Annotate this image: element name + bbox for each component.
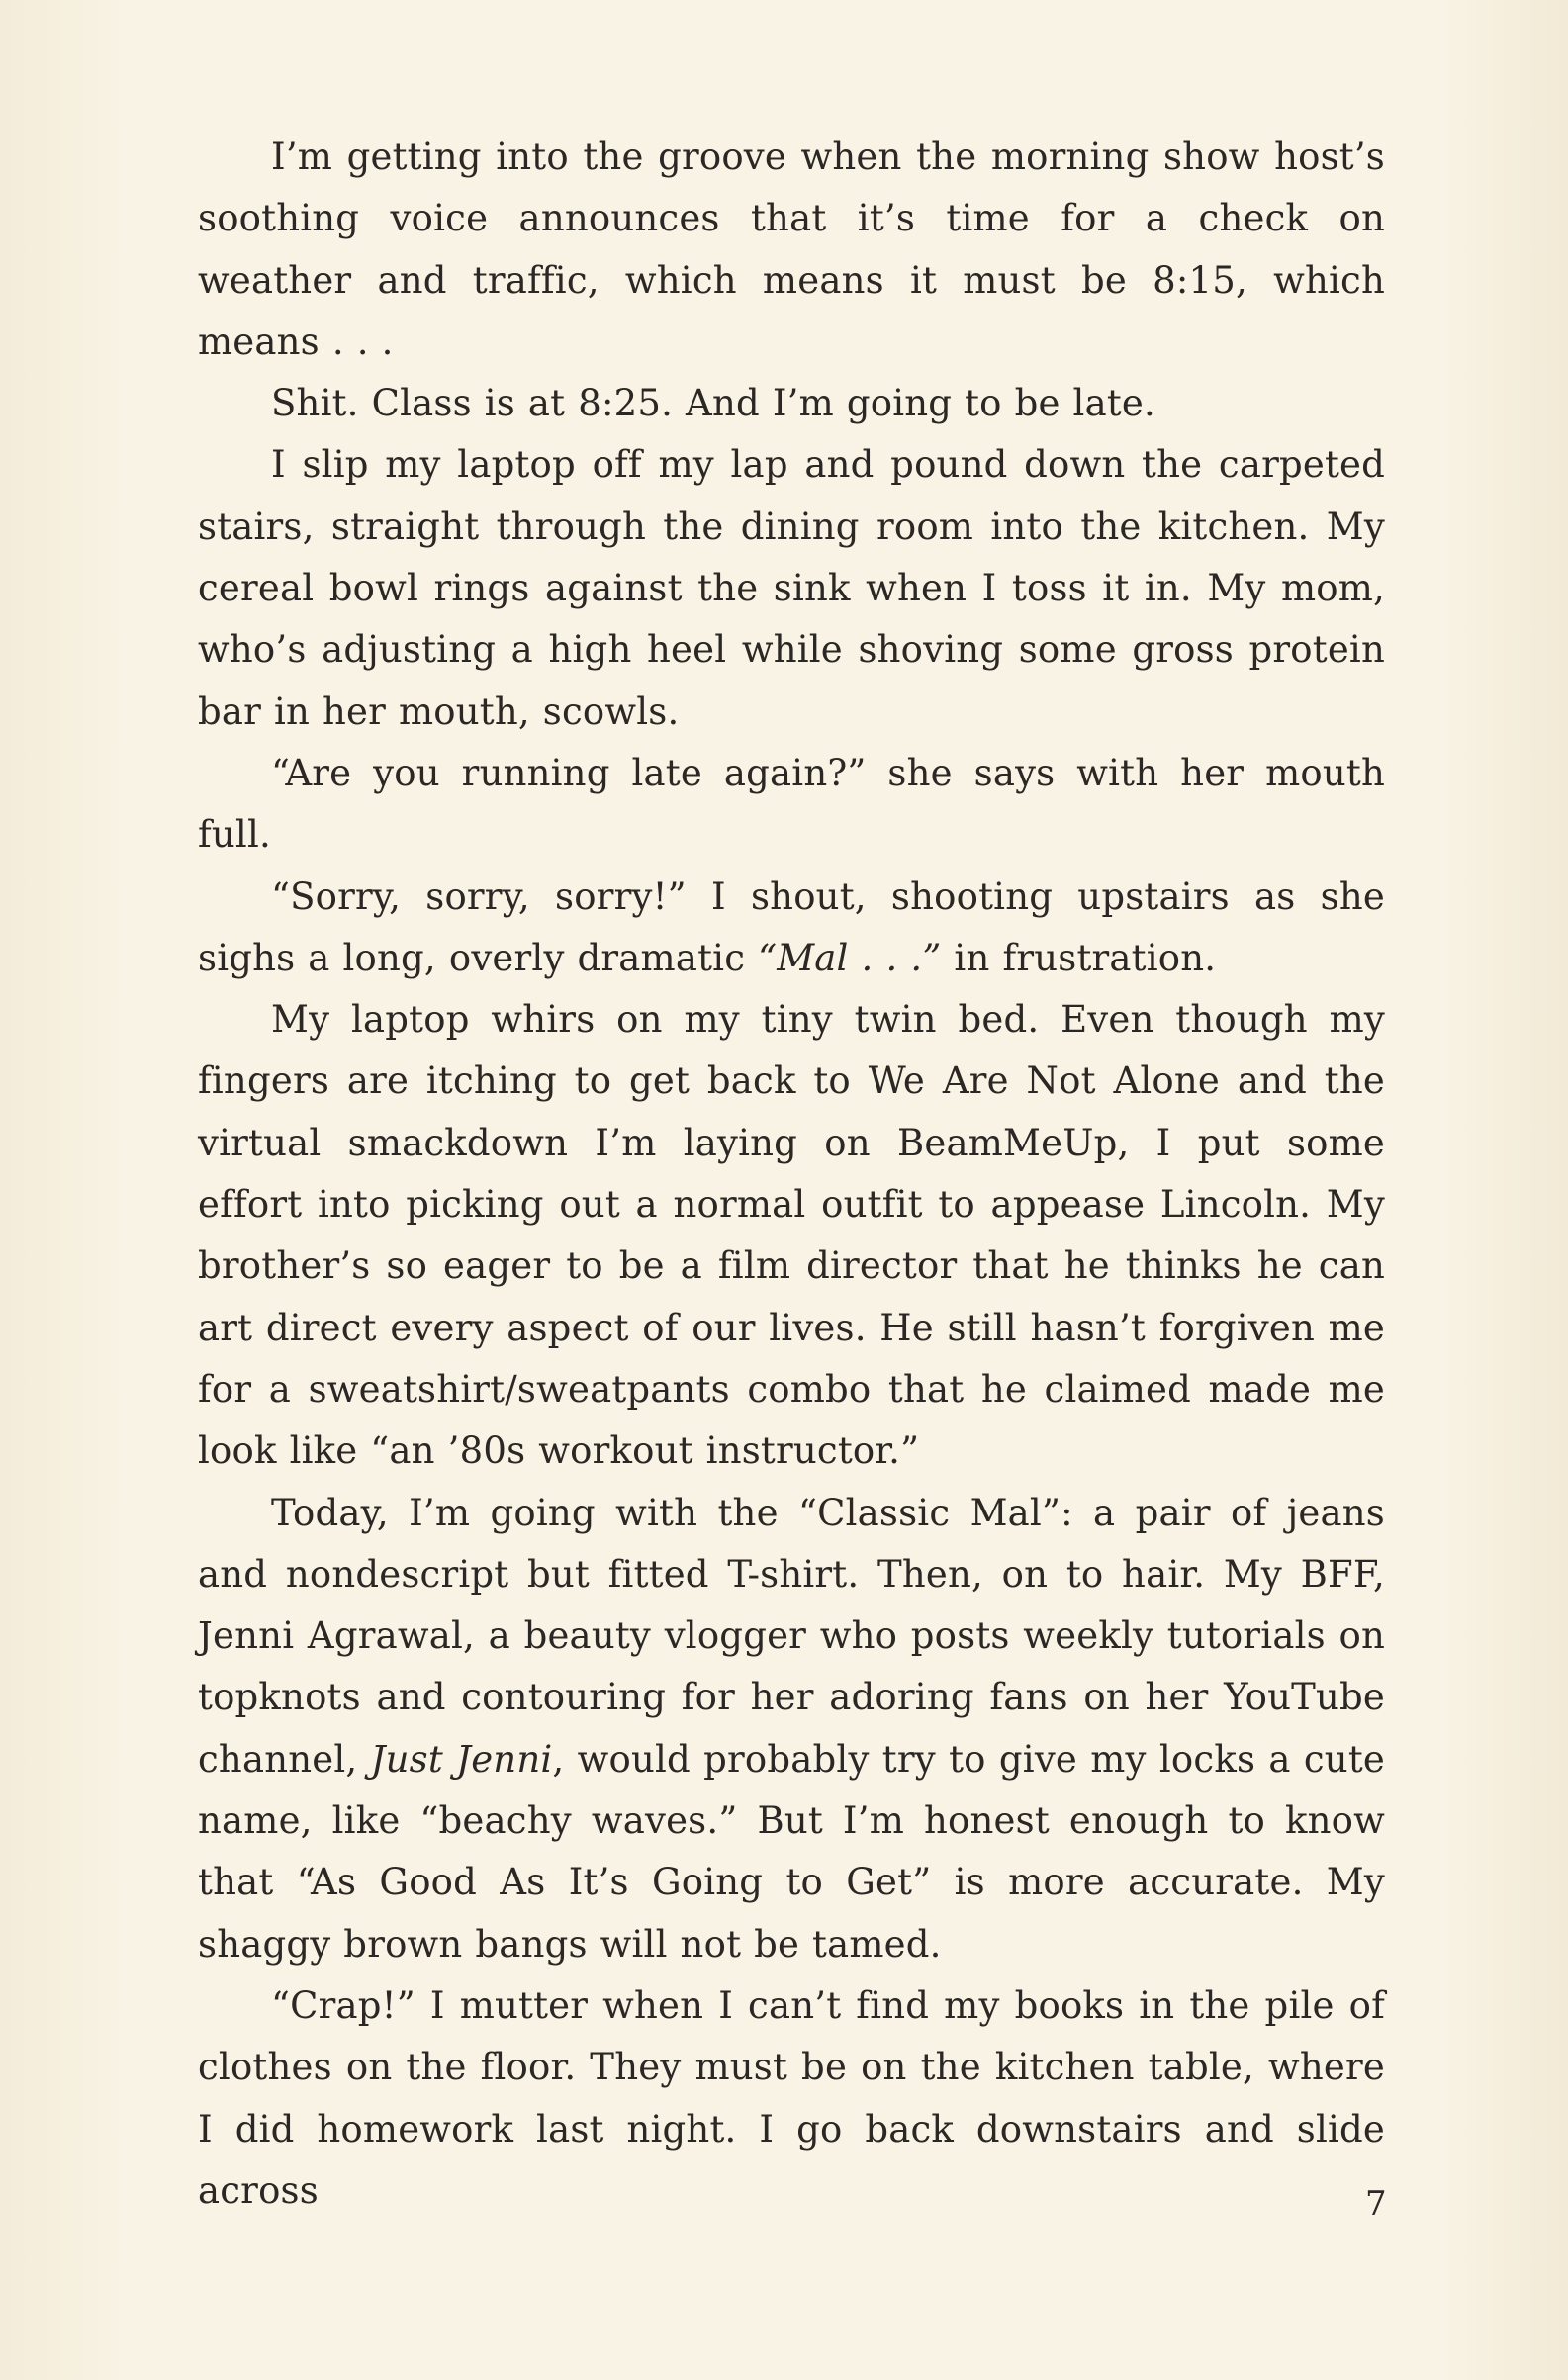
paragraph-8: “Crap!” I mutter when I can’t find my books in the pile of clothes on the floor. They must be on the kitchen table, where I did homework last night. I go back downstairs and slide across <box>198 1983 1385 2212</box>
paragraph-5-text-end: in frustration. <box>941 936 1217 979</box>
paragraph-2: Shit. Class is at 8:25. And I’m going to be late. <box>271 382 1155 425</box>
paragraph-5 <box>198 867 1385 990</box>
page-number: 7 <box>1365 2184 1387 2224</box>
paragraph-7 <box>198 1483 1385 1975</box>
paragraph-4: “Are you running late again?” she says with her mouth full. <box>198 751 1385 857</box>
paragraph-5-text-start: “Sorry, sorry, sorry!” I shout, shooting upstairs as she sighs a long, overly dramatic <box>198 874 1385 979</box>
paragraph-3: I slip my laptop off my lap and pound down the carpeted stairs, straight through the dining room into the kitchen. My cereal bowl rings against the sink when I toss it in. My mom, who’s adjusting a high heel while shoving some gross protein bar in her mouth, scowls. <box>198 443 1385 733</box>
paragraph-6: My laptop whirs on my tiny twin bed. Even though my fingers are itching to get back to We Are Not Alone and the virtual smackdown I’m laying on BeamMeUp, I put some effort into picking out a normal outfit to appease Lincoln. My brother’s so eager to be a film director that he thinks he can art direct every aspect of our lives. He still hasn’t forgiven me for a sweatshirt/sweatpants combo that he claimed made me look like “an ’80s workout instructor.” <box>198 998 1385 1473</box>
paragraph-1: I’m getting into the groove when the morning show host’s soothing voice announces that it’s time for a check on weather and traffic, which means it must be 8:15, which means . . . <box>198 136 1385 363</box>
paragraph-7-text-end: , would probably try to give my locks a cute name, like “beachy waves.” But I’m honest enough to know that “As Good As It’s Going to Get” is more accurate. My shaggy brown bangs will not be tamed. <box>198 1737 1385 1966</box>
paragraph-7-italic: Just Jenni <box>370 1737 553 1781</box>
paragraph-7-text-start: Today, I’m going with the “Classic Mal”: a pair of jeans and nondescript but fitted T-shirt. Then, on to hair. My BFF, Jenni Agrawal, a beauty vlogger who posts weekly tutorials on topknots and contouring for her adoring fans on her YouTube channel, <box>198 1491 1385 1781</box>
paragraph-5-italic: “Mal . . .” <box>758 936 942 979</box>
body-text <box>198 127 1385 2222</box>
